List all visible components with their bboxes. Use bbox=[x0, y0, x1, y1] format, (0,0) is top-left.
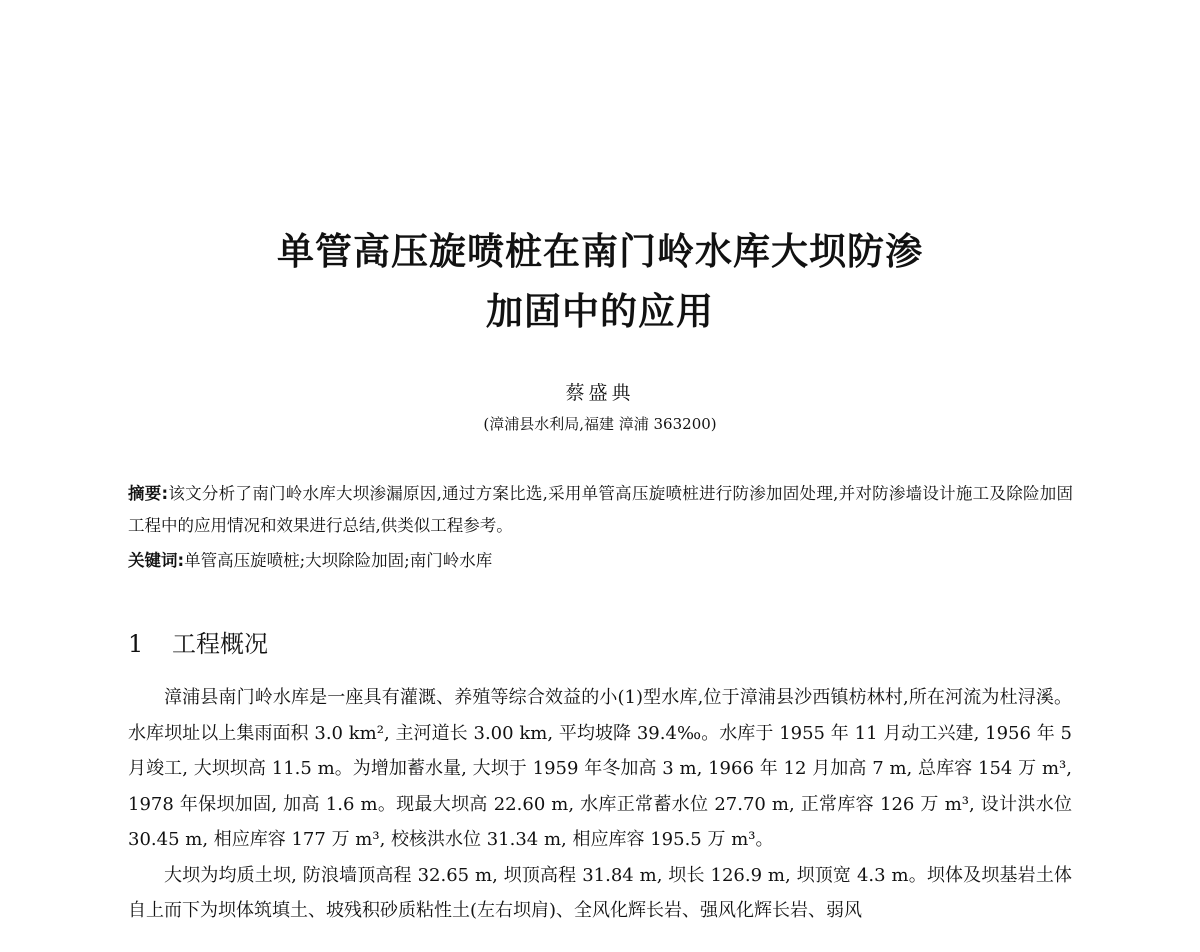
paper-title bbox=[0, 222, 1200, 342]
keywords-text: 单管高压旋喷桩;大坝除险加固;南门岭水库 bbox=[184, 551, 493, 570]
paragraph: 大坝为均质土坝, 防浪墙顶高程 32.65 m, 坝顶高程 31.84 m, 坝长 126.9 m, 坝顶宽 4.3 m。坝体及坝基岩土体自上而下为坝体筑填土、坡残积砂质粘性土(左右坝肩)、全风化辉长岩、强风化辉长岩、弱风 bbox=[128, 864, 1072, 921]
abstract-text: 该文分析了南门岭水库大坝渗漏原因,通过方案比选,采用单管高压旋喷桩进行防渗加固处理,并对防渗墙设计施工及除险加固工程中的应用情况和效果进行总结,供类似工程参考。 bbox=[128, 484, 1073, 535]
title-line-1: 单管高压旋喷桩在南门岭水库大坝防渗 bbox=[277, 230, 923, 273]
paragraph: 漳浦县南门岭水库是一座具有灌溉、养殖等综合效益的小(1)型水库,位于漳浦县沙西镇枋林村,所在河流为杜浔溪。水库坝址以上集雨面积 3.0 km², 主河道长 3.00 km, 平均坡降 39.4‰。水库于 1955 年 11 月动工兴建, 1956 年 5 月竣工, 大坝坝高 11.5 m。为增加蓄水量, 大坝于 1959 年冬加高 3 m, 1966 年 12 月加高 7 m, 总库容 154 万 m³, 1978 年保坝加固, 加高 1.6 m。现最大坝高 22.60 m, 水库正常蓄水位 27.70 m, 正常库容 126 万 m³, 设计洪水位 30.45 m, 相应库容 177 万 m³, 校核洪水位 31.34 m, 相应库容 195.5 万 m³。 bbox=[128, 687, 1072, 850]
section-heading bbox=[128, 626, 268, 662]
title-line-2: 加固中的应用 bbox=[486, 290, 714, 333]
section-title: 工程概况 bbox=[172, 630, 268, 658]
section-body bbox=[128, 680, 1072, 929]
keywords bbox=[128, 545, 1073, 577]
abstract-label: 摘要: bbox=[128, 484, 169, 503]
author-name: 蔡盛典 bbox=[565, 382, 635, 404]
keywords-label: 关键词: bbox=[128, 551, 185, 570]
section-number: 1 bbox=[128, 630, 144, 658]
author-affiliation: (漳浦县水利局,福建 漳浦 363200) bbox=[483, 415, 717, 433]
abstract bbox=[128, 478, 1073, 542]
